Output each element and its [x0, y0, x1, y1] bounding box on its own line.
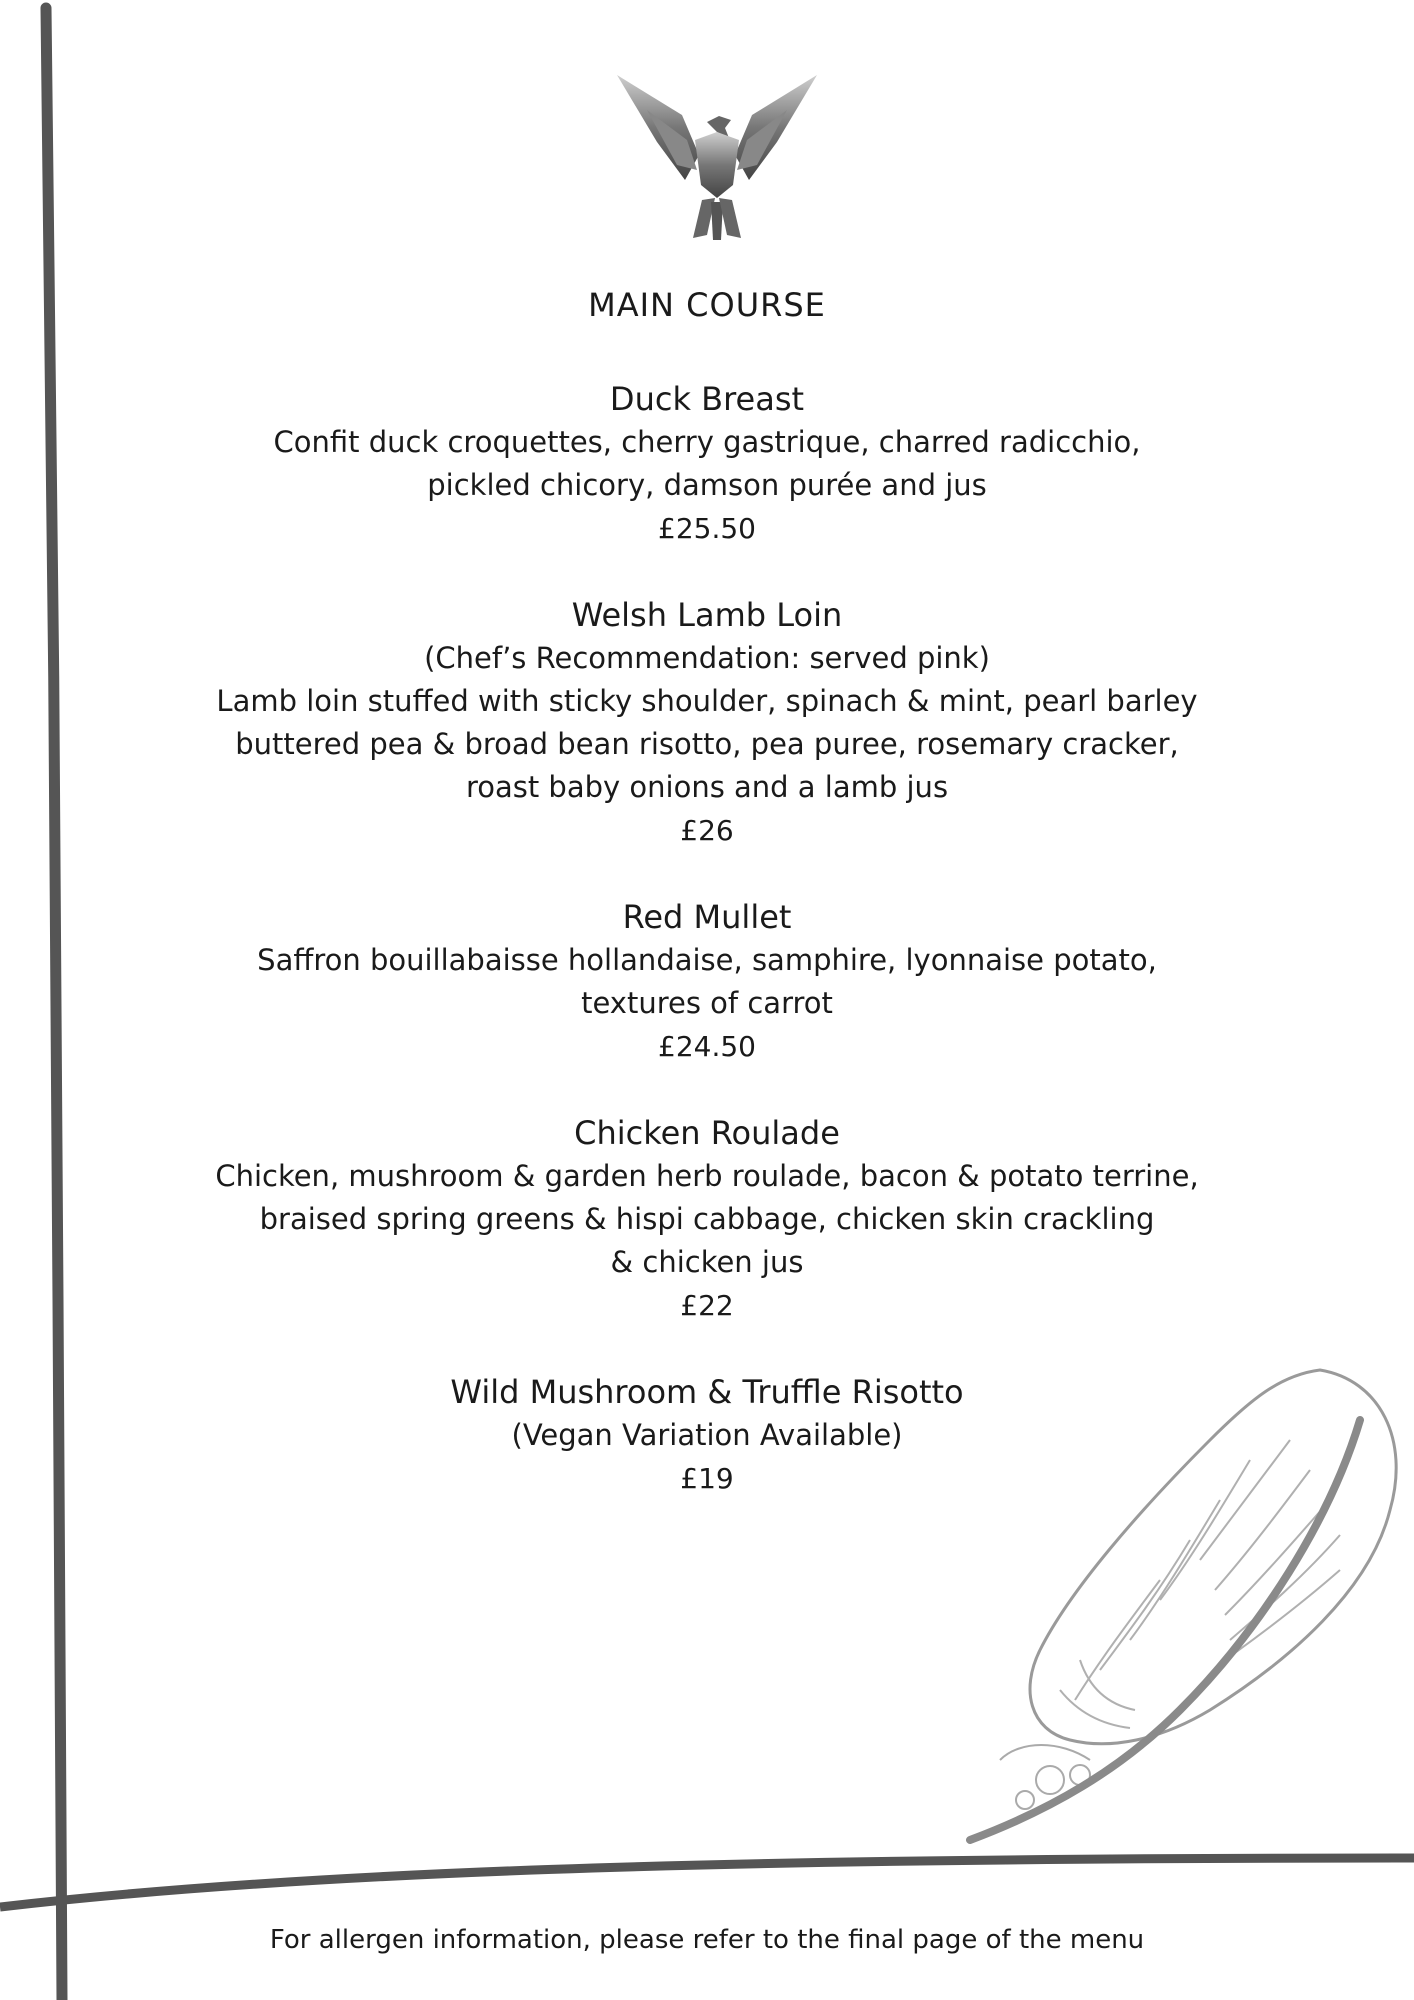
menu-item — [160, 895, 1254, 1069]
allergen-footer-note: For allergen information, please refer to the final page of the menu — [269, 1925, 1145, 1955]
dish-price: £22 — [680, 1289, 734, 1322]
dish-description-line: Saffron bouillabaisse hollandaise, samphire, lyonnaise potato, — [257, 943, 1157, 977]
feather-icon — [960, 1360, 1414, 1850]
menu-content — [160, 285, 1254, 1543]
section-title: MAIN COURSE — [588, 286, 826, 324]
bottom-frame-line — [0, 1858, 1414, 1907]
dish-note: (Vegan Variation Available) — [511, 1418, 903, 1452]
dish-name: Wild Mushroom & Truffle Risotto — [450, 1373, 964, 1411]
dish-description-line: pickled chicory, damson purée and jus — [427, 468, 987, 502]
menu-item — [160, 593, 1254, 853]
dish-name: Welsh Lamb Loin — [571, 596, 843, 634]
menu-item — [160, 1111, 1254, 1328]
dish-price: £25.50 — [658, 512, 756, 545]
dish-description-line: roast baby onions and a lamb jus — [465, 770, 949, 804]
dish-name: Chicken Roulade — [574, 1114, 840, 1152]
dish-price: £19 — [680, 1462, 734, 1495]
dish-list — [160, 377, 1254, 1501]
dish-description-line: Chicken, mushroom & garden herb roulade, bacon & potato terrine, — [215, 1159, 1199, 1193]
dish-description-line: Lamb loin stuffed with sticky shoulder, spinach & mint, pearl barley — [216, 684, 1198, 718]
menu-item — [160, 377, 1254, 551]
dish-description-line: & chicken jus — [610, 1245, 804, 1279]
phoenix-logo-icon — [607, 70, 827, 250]
dish-price: £24.50 — [658, 1030, 756, 1063]
dish-note: (Chef’s Recommendation: served pink) — [424, 641, 990, 675]
left-frame-line — [46, 8, 62, 2000]
dish-description-line: Confit duck croquettes, cherry gastrique, charred radicchio, — [273, 425, 1141, 459]
dish-name: Red Mullet — [622, 898, 792, 936]
dish-description-line: textures of carrot — [581, 986, 833, 1020]
dish-description-line: buttered pea & broad bean risotto, pea puree, rosemary cracker, — [235, 727, 1179, 761]
dish-name: Duck Breast — [609, 380, 805, 418]
dish-price: £26 — [680, 814, 734, 847]
dish-description-line: braised spring greens & hispi cabbage, chicken skin crackling — [259, 1202, 1155, 1236]
